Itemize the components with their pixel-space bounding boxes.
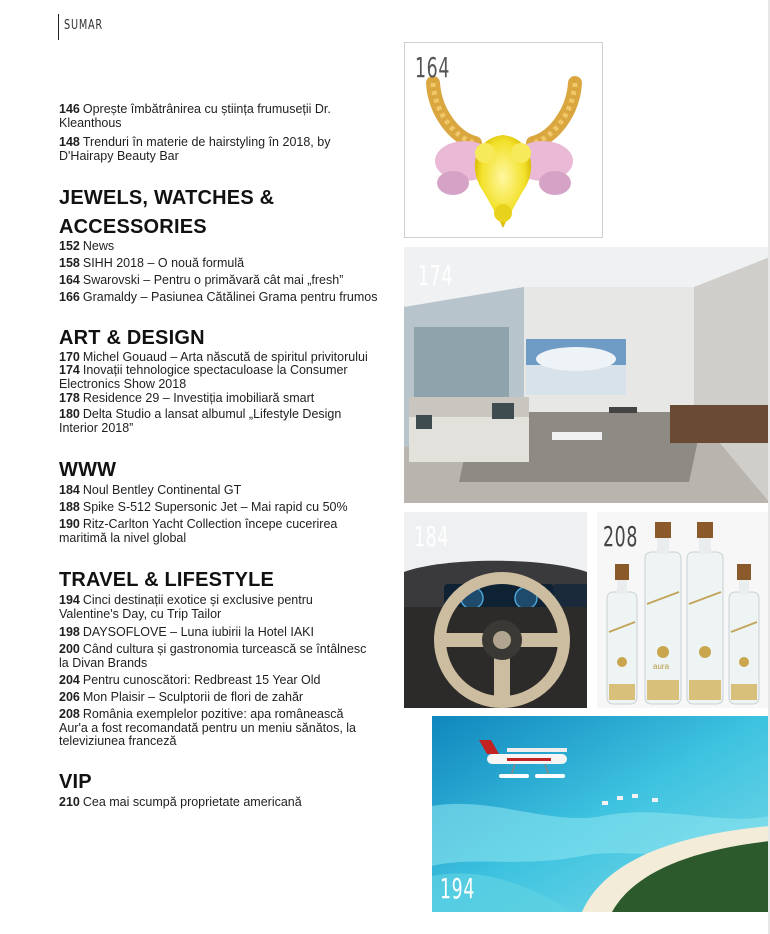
entry-title: Trenduri în materie de hairstyling în 2018, by	[82, 135, 331, 149]
header-rule	[58, 14, 59, 40]
entry-title-cont: D'Hairapy Beauty Bar	[59, 148, 179, 163]
photo-page-number: 208	[603, 520, 639, 553]
entry-title: Gramaldy – Pasiunea Cătălinei Grama pentru frumos	[82, 290, 378, 304]
entry-title: Michel Gouaud – Arta născută de spiritul privitorului	[82, 350, 368, 364]
toc-entry[interactable]	[59, 136, 394, 163]
entry-title: Delta Studio a lansat albumul „Lifestyle Design	[82, 407, 342, 421]
photo-page-number: 174	[418, 259, 454, 292]
entry-title: Oprește îmbătrânirea cu știința frumuseții Dr.	[82, 102, 331, 116]
page-number: 204	[59, 673, 80, 687]
entry-title: Ritz-Carlton Yacht Collection începe cucerirea	[82, 517, 338, 531]
entry-title: România exemplelor pozitive: apa românească	[82, 707, 344, 721]
page-number: 178	[59, 391, 80, 405]
entry-title-cont: Valentine's Day, cu Trip Tailor	[59, 606, 222, 621]
section-heading: TRAVEL & LIFESTYLE	[59, 569, 275, 591]
page-number: 210	[59, 795, 80, 809]
entry-title: Mon Plaisir – Sculptorii de flori de zahăr	[82, 690, 304, 704]
entry-title-cont: la Divan Brands	[59, 655, 148, 670]
entry-title: Inovații tehnologice spectaculoase la Consumer	[82, 363, 348, 377]
jewel-photo[interactable]	[404, 42, 603, 238]
toc-entry[interactable]	[59, 674, 394, 688]
entry-title-cont: Kleanthous	[59, 115, 122, 130]
photo-page-number: 164	[415, 51, 451, 84]
entry-title: Noul Bentley Continental GT	[82, 483, 242, 497]
toc-entry[interactable]	[59, 626, 394, 640]
entry-title-cont: Aur'a a fost recomandată pentru un meniu sănătos, la	[59, 720, 357, 735]
toc-entry[interactable]	[59, 364, 394, 391]
entry-title: DAYSOFLOVE – Luna iubirii la Hotel IAKI	[82, 625, 314, 639]
section-title: SUMAR	[64, 18, 103, 33]
section-heading: ART & DESIGN	[59, 327, 205, 349]
page-number: 174	[59, 363, 80, 377]
bottle-brand-label: aura	[653, 662, 670, 671]
entry-title-cont: Interior 2018”	[59, 420, 134, 435]
toc-entry[interactable]	[59, 708, 394, 749]
entry-title: Cinci destinații exotice și exclusive pentru	[82, 593, 313, 607]
photo-page-number: 194	[440, 872, 476, 905]
entry-title: Swarovski – Pentru o primăvară cât mai „fresh”	[82, 273, 344, 287]
page-number: 194	[59, 593, 80, 607]
entry-title-cont: Electronics Show 2018	[59, 376, 187, 391]
page-number: 180	[59, 407, 80, 421]
page-number: 152	[59, 239, 80, 253]
interior-photo[interactable]	[404, 247, 770, 503]
page-number: 188	[59, 500, 80, 514]
toc-entry[interactable]	[59, 796, 394, 810]
bottles-photo[interactable]	[597, 512, 770, 708]
page-number: 184	[59, 483, 80, 497]
toc-entry[interactable]	[59, 274, 394, 288]
toc-entry[interactable]	[59, 643, 394, 670]
living-room-icon	[404, 247, 770, 503]
toc-entry[interactable]	[59, 291, 394, 305]
toc-entry[interactable]	[59, 594, 394, 621]
toc-entry[interactable]	[59, 518, 394, 545]
toc-entry[interactable]	[59, 392, 394, 406]
toc-entry[interactable]	[59, 240, 394, 254]
page-number: 198	[59, 625, 80, 639]
seaplane-island-icon	[432, 716, 770, 912]
page-number: 164	[59, 273, 80, 287]
page-number: 206	[59, 690, 80, 704]
entry-title-cont: televiziunea franceză	[59, 734, 177, 748]
entry-title: News	[82, 239, 115, 253]
entry-title: SIHH 2018 – O nouă formulă	[82, 256, 245, 270]
page-number: 200	[59, 642, 80, 656]
toc-entry[interactable]	[59, 501, 394, 515]
page-number: 190	[59, 517, 80, 531]
section-heading: JEWELS, WATCHES & ACCESSORIES	[59, 187, 275, 238]
section-heading: WWW	[59, 459, 117, 481]
entry-title: Când cultura și gastronomia turcească se întâlnesc	[82, 642, 367, 656]
page-number: 208	[59, 707, 80, 721]
entry-title: Cea mai scumpă proprietate americană	[82, 795, 302, 809]
page-number: 166	[59, 290, 80, 304]
toc-entry[interactable]	[59, 408, 394, 435]
toc-entry[interactable]	[59, 103, 394, 130]
toc-entry[interactable]	[59, 484, 394, 498]
toc-entry[interactable]	[59, 691, 394, 705]
car-photo[interactable]	[404, 512, 587, 708]
toc-entry[interactable]	[59, 257, 394, 271]
entry-title: Residence 29 – Investiția imobiliară smart	[82, 391, 315, 405]
photo-page-number: 184	[414, 520, 450, 553]
entry-title: Spike S-512 Supersonic Jet – Mai rapid cu 50%	[82, 500, 348, 514]
page-number: 146	[59, 102, 80, 116]
entry-title-cont: maritimă la nivel global	[59, 530, 187, 545]
page-number: 148	[59, 135, 80, 149]
island-photo[interactable]	[432, 716, 770, 912]
entry-title: Pentru cunoscători: Redbreast 15 Year Old	[82, 673, 321, 687]
section-heading: VIP	[59, 771, 92, 793]
page-number: 158	[59, 256, 80, 270]
page-number: 170	[59, 350, 80, 364]
